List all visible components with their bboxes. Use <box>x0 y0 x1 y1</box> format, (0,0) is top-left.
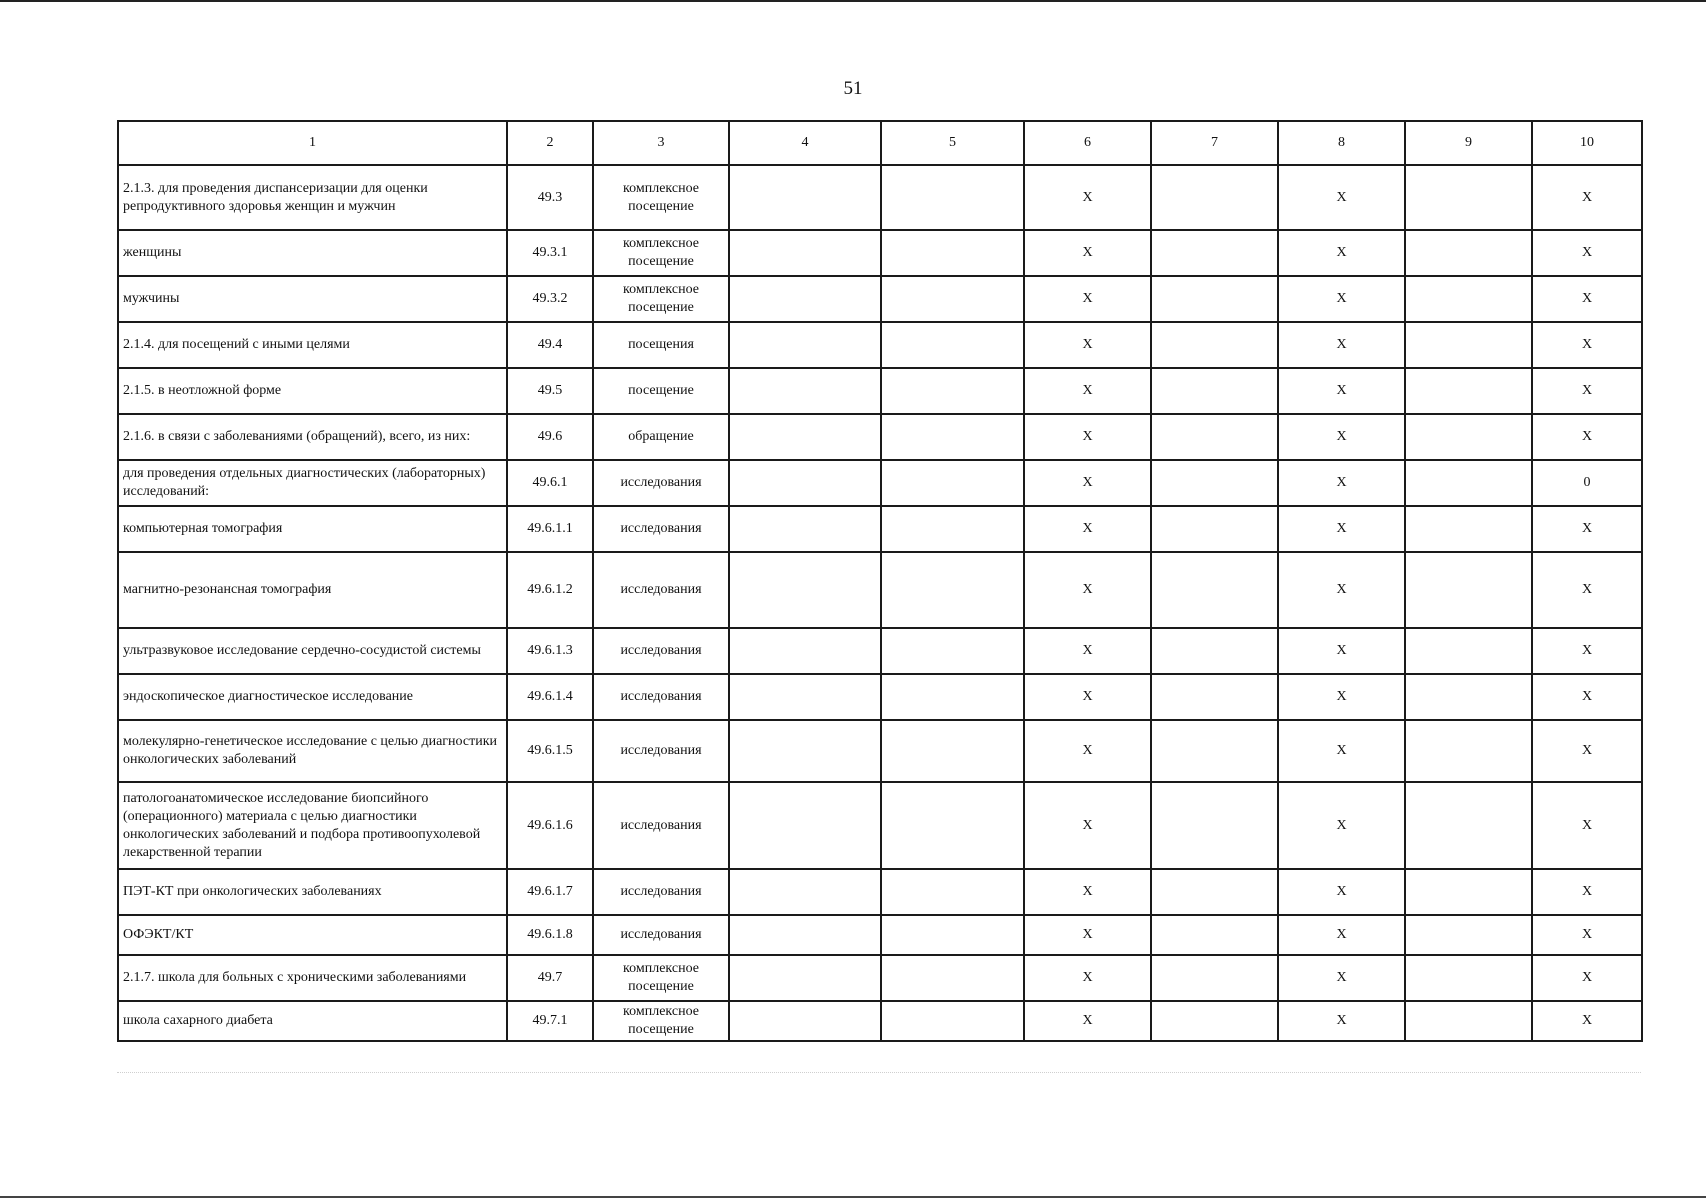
page-number: 51 <box>843 78 863 99</box>
row-col8-cell: X <box>1278 915 1405 955</box>
row-unit-cell: посещения <box>593 322 729 368</box>
row-name-cell: компьютерная томография <box>118 506 507 552</box>
row-col9-cell <box>1405 782 1532 869</box>
row-col5-cell <box>881 506 1024 552</box>
row-code-cell: 49.3.2 <box>507 276 593 322</box>
row-col10-cell: X <box>1532 322 1642 368</box>
table-row <box>118 915 1642 955</box>
table-row <box>118 322 1642 368</box>
row-code-cell: 49.3.1 <box>507 230 593 276</box>
row-code-cell: 49.6.1.4 <box>507 674 593 720</box>
row-col4-cell <box>729 276 881 322</box>
table-row <box>118 230 1642 276</box>
row-col9-cell <box>1405 1001 1532 1041</box>
row-col4-cell <box>729 460 881 506</box>
row-col8-cell: X <box>1278 674 1405 720</box>
row-col5-cell <box>881 276 1024 322</box>
column-header: 7 <box>1151 121 1278 165</box>
row-name-cell: мужчины <box>118 276 507 322</box>
table-row <box>118 955 1642 1001</box>
row-col8-cell: X <box>1278 628 1405 674</box>
column-header: 2 <box>507 121 593 165</box>
row-col5-cell <box>881 720 1024 782</box>
column-header: 4 <box>729 121 881 165</box>
row-col5-cell <box>881 322 1024 368</box>
row-col8-cell: X <box>1278 552 1405 628</box>
row-col4-cell <box>729 869 881 915</box>
row-col6-cell: X <box>1024 1001 1151 1041</box>
row-name-cell: молекулярно-генетическое исследование с целью диагностики онкологических заболеваний <box>118 720 507 782</box>
row-code-cell: 49.4 <box>507 322 593 368</box>
row-col5-cell <box>881 955 1024 1001</box>
column-header: 8 <box>1278 121 1405 165</box>
row-col6-cell: X <box>1024 674 1151 720</box>
row-code-cell: 49.6.1.8 <box>507 915 593 955</box>
row-name-cell: магнитно-резонансная томография <box>118 552 507 628</box>
row-col8-cell: X <box>1278 322 1405 368</box>
row-col10-cell: X <box>1532 674 1642 720</box>
row-unit-cell: исследования <box>593 782 729 869</box>
row-col4-cell <box>729 552 881 628</box>
row-col8-cell: X <box>1278 276 1405 322</box>
row-col8-cell: X <box>1278 782 1405 869</box>
row-col9-cell <box>1405 230 1532 276</box>
row-col10-cell: X <box>1532 414 1642 460</box>
row-col9-cell <box>1405 322 1532 368</box>
row-name-cell: 2.1.4. для посещений с иными целями <box>118 322 507 368</box>
row-col10-cell: X <box>1532 1001 1642 1041</box>
row-col4-cell <box>729 720 881 782</box>
data-table <box>117 120 1643 1042</box>
row-col8-cell: X <box>1278 1001 1405 1041</box>
row-name-cell: женщины <box>118 230 507 276</box>
row-col6-cell: X <box>1024 506 1151 552</box>
row-col9-cell <box>1405 165 1532 230</box>
column-header: 10 <box>1532 121 1642 165</box>
row-unit-cell: исследования <box>593 674 729 720</box>
row-name-cell: школа сахарного диабета <box>118 1001 507 1041</box>
row-col4-cell <box>729 955 881 1001</box>
row-col9-cell <box>1405 414 1532 460</box>
row-col10-cell: X <box>1532 869 1642 915</box>
row-col7-cell <box>1151 782 1278 869</box>
row-col4-cell <box>729 414 881 460</box>
row-col10-cell: X <box>1532 165 1642 230</box>
row-col8-cell: X <box>1278 414 1405 460</box>
table-row <box>118 628 1642 674</box>
row-name-cell: 2.1.7. школа для больных с хроническими заболеваниями <box>118 955 507 1001</box>
table-row <box>118 674 1642 720</box>
row-col7-cell <box>1151 460 1278 506</box>
column-header: 9 <box>1405 121 1532 165</box>
table-row <box>118 414 1642 460</box>
row-col6-cell: X <box>1024 552 1151 628</box>
table-row <box>118 869 1642 915</box>
table-row <box>118 1001 1642 1041</box>
row-col5-cell <box>881 230 1024 276</box>
row-col5-cell <box>881 165 1024 230</box>
row-col9-cell <box>1405 915 1532 955</box>
row-col5-cell <box>881 368 1024 414</box>
row-code-cell: 49.6.1.5 <box>507 720 593 782</box>
row-unit-cell: посещение <box>593 368 729 414</box>
row-unit-cell: комплексное посещение <box>593 1001 729 1041</box>
row-col8-cell: X <box>1278 506 1405 552</box>
scan-top-edge <box>0 0 1706 2</box>
row-col9-cell <box>1405 869 1532 915</box>
table-row <box>118 276 1642 322</box>
row-col10-cell: X <box>1532 276 1642 322</box>
row-code-cell: 49.6.1 <box>507 460 593 506</box>
row-unit-cell: исследования <box>593 628 729 674</box>
row-col7-cell <box>1151 230 1278 276</box>
row-col6-cell: X <box>1024 165 1151 230</box>
row-col4-cell <box>729 230 881 276</box>
row-col6-cell: X <box>1024 414 1151 460</box>
row-col6-cell: X <box>1024 230 1151 276</box>
row-unit-cell: комплексное посещение <box>593 276 729 322</box>
row-name-cell: эндоскопическое диагностическое исследование <box>118 674 507 720</box>
row-col6-cell: X <box>1024 955 1151 1001</box>
row-col6-cell: X <box>1024 869 1151 915</box>
row-col10-cell: X <box>1532 628 1642 674</box>
row-name-cell: 2.1.3. для проведения диспансеризации для оценки репродуктивного здоровья женщин и мужчин <box>118 165 507 230</box>
row-col7-cell <box>1151 322 1278 368</box>
row-col9-cell <box>1405 552 1532 628</box>
table-row <box>118 552 1642 628</box>
row-code-cell: 49.6.1.7 <box>507 869 593 915</box>
row-unit-cell: исследования <box>593 869 729 915</box>
row-code-cell: 49.5 <box>507 368 593 414</box>
column-header: 5 <box>881 121 1024 165</box>
row-code-cell: 49.6.1.1 <box>507 506 593 552</box>
table-row <box>118 782 1642 869</box>
row-col7-cell <box>1151 552 1278 628</box>
row-name-cell: для проведения отдельных диагностических (лабораторных) исследований: <box>118 460 507 506</box>
row-unit-cell: исследования <box>593 460 729 506</box>
row-col10-cell: X <box>1532 720 1642 782</box>
row-col4-cell <box>729 628 881 674</box>
row-col8-cell: X <box>1278 230 1405 276</box>
row-col10-cell: 0 <box>1532 460 1642 506</box>
row-code-cell: 49.3 <box>507 165 593 230</box>
row-name-cell: 2.1.5. в неотложной форме <box>118 368 507 414</box>
row-col8-cell: X <box>1278 460 1405 506</box>
row-col6-cell: X <box>1024 368 1151 414</box>
row-col10-cell: X <box>1532 368 1642 414</box>
row-col10-cell: X <box>1532 552 1642 628</box>
row-name-cell: ПЭТ-КТ при онкологических заболеваниях <box>118 869 507 915</box>
table-row <box>118 720 1642 782</box>
row-col9-cell <box>1405 955 1532 1001</box>
row-col5-cell <box>881 674 1024 720</box>
row-code-cell: 49.6 <box>507 414 593 460</box>
row-col7-cell <box>1151 276 1278 322</box>
row-col8-cell: X <box>1278 368 1405 414</box>
row-col4-cell <box>729 782 881 869</box>
row-col4-cell <box>729 368 881 414</box>
scan-bottom-edge <box>0 1196 1706 1198</box>
row-col5-cell <box>881 628 1024 674</box>
column-header: 3 <box>593 121 729 165</box>
row-col8-cell: X <box>1278 165 1405 230</box>
row-col5-cell <box>881 414 1024 460</box>
row-col8-cell: X <box>1278 720 1405 782</box>
row-code-cell: 49.7.1 <box>507 1001 593 1041</box>
row-col9-cell <box>1405 674 1532 720</box>
row-col9-cell <box>1405 628 1532 674</box>
row-col5-cell <box>881 552 1024 628</box>
row-col5-cell <box>881 869 1024 915</box>
row-col10-cell: X <box>1532 506 1642 552</box>
row-col9-cell <box>1405 368 1532 414</box>
row-unit-cell: комплексное посещение <box>593 955 729 1001</box>
row-col4-cell <box>729 322 881 368</box>
row-col10-cell: X <box>1532 782 1642 869</box>
table-row <box>118 165 1642 230</box>
row-col9-cell <box>1405 276 1532 322</box>
row-col5-cell <box>881 915 1024 955</box>
row-code-cell: 49.7 <box>507 955 593 1001</box>
row-col7-cell <box>1151 869 1278 915</box>
row-col6-cell: X <box>1024 460 1151 506</box>
row-col10-cell: X <box>1532 955 1642 1001</box>
row-col4-cell <box>729 506 881 552</box>
row-col5-cell <box>881 1001 1024 1041</box>
row-col6-cell: X <box>1024 915 1151 955</box>
row-unit-cell: исследования <box>593 915 729 955</box>
row-col4-cell <box>729 674 881 720</box>
row-col10-cell: X <box>1532 915 1642 955</box>
row-col5-cell <box>881 460 1024 506</box>
row-col4-cell <box>729 1001 881 1041</box>
table-row <box>118 368 1642 414</box>
row-col6-cell: X <box>1024 782 1151 869</box>
row-col7-cell <box>1151 506 1278 552</box>
row-col6-cell: X <box>1024 276 1151 322</box>
row-unit-cell: комплексное посещение <box>593 165 729 230</box>
row-col9-cell <box>1405 506 1532 552</box>
column-header: 6 <box>1024 121 1151 165</box>
row-col5-cell <box>881 782 1024 869</box>
row-col7-cell <box>1151 414 1278 460</box>
row-col9-cell <box>1405 460 1532 506</box>
row-col7-cell <box>1151 368 1278 414</box>
row-code-cell: 49.6.1.2 <box>507 552 593 628</box>
row-code-cell: 49.6.1.6 <box>507 782 593 869</box>
row-col8-cell: X <box>1278 955 1405 1001</box>
row-col9-cell <box>1405 720 1532 782</box>
row-col7-cell <box>1151 1001 1278 1041</box>
row-name-cell: патологоанатомическое исследование биопсийного (операционного) материала с целью диагностики онкологических заболеваний и подбора противоопухолевой лекарственной терапии <box>118 782 507 869</box>
row-unit-cell: комплексное посещение <box>593 230 729 276</box>
row-col7-cell <box>1151 674 1278 720</box>
row-col7-cell <box>1151 165 1278 230</box>
table-row <box>118 460 1642 506</box>
row-name-cell: 2.1.6. в связи с заболеваниями (обращений), всего, из них: <box>118 414 507 460</box>
row-name-cell: ОФЭКТ/КТ <box>118 915 507 955</box>
row-code-cell: 49.6.1.3 <box>507 628 593 674</box>
header-row <box>118 121 1642 165</box>
row-unit-cell: исследования <box>593 720 729 782</box>
row-col7-cell <box>1151 628 1278 674</box>
row-col4-cell <box>729 915 881 955</box>
column-header: 1 <box>118 121 507 165</box>
row-col6-cell: X <box>1024 720 1151 782</box>
row-unit-cell: исследования <box>593 506 729 552</box>
row-col7-cell <box>1151 955 1278 1001</box>
row-col7-cell <box>1151 915 1278 955</box>
row-unit-cell: исследования <box>593 552 729 628</box>
row-col7-cell <box>1151 720 1278 782</box>
row-col6-cell: X <box>1024 322 1151 368</box>
table-body <box>118 165 1642 1041</box>
row-col6-cell: X <box>1024 628 1151 674</box>
row-col10-cell: X <box>1532 230 1642 276</box>
table-row <box>118 506 1642 552</box>
row-col8-cell: X <box>1278 869 1405 915</box>
row-name-cell: ультразвуковое исследование сердечно-сосудистой системы <box>118 628 507 674</box>
scan-noise-line <box>117 1072 1641 1074</box>
row-unit-cell: обращение <box>593 414 729 460</box>
row-col4-cell <box>729 165 881 230</box>
